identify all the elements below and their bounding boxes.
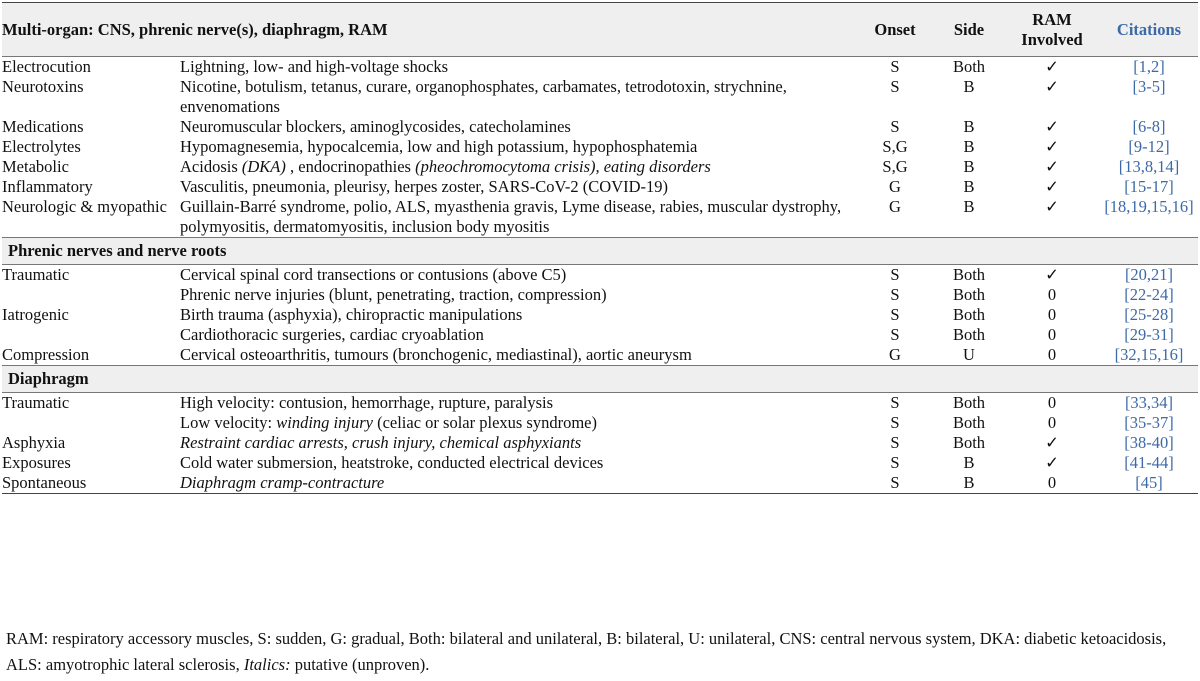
header-title: Multi-organ: CNS, phrenic nerve(s), diaphragm, RAM (2, 3, 856, 57)
onset-cell: S (890, 393, 900, 412)
ram-involved-cell: ✓ (1045, 433, 1059, 452)
description-italic-text: Restraint cardiac arrests, crush injury, chemical asphyxiants (180, 433, 582, 452)
table-row (2, 117, 1198, 137)
side-cell: Both (952, 57, 986, 76)
header-ram-involved (1004, 3, 1100, 57)
table-row (2, 393, 1198, 414)
ram-involved-cell: 0 (1047, 413, 1057, 432)
table-row (2, 177, 1198, 197)
description-cell (180, 197, 856, 238)
ram-involved-cell: 0 (1047, 345, 1057, 364)
side-cell: B (934, 473, 1004, 494)
ram-involved-cell: 0 (1047, 325, 1057, 344)
category-cell: Medications (2, 117, 84, 136)
description-text: Acidosis (180, 157, 242, 176)
onset-cell: S (856, 473, 934, 494)
category-cell: Neurotoxins (2, 77, 84, 96)
onset-cell: S (890, 265, 900, 284)
description-text: Cervical osteoarthritis, tumours (bronchogenic, mediastinal), aortic aneurysm (180, 345, 692, 364)
description-italic-text: (DKA) (241, 157, 286, 176)
side-cell: B (963, 77, 975, 96)
description-cell (180, 117, 856, 137)
category-cell: Asphyxia (2, 433, 66, 452)
header-ram-line2: Involved (1021, 29, 1083, 49)
description-italic-text: Diaphragm cramp-contracture (180, 473, 385, 492)
description-cell (180, 285, 856, 305)
category-cell: Neurologic & myopathic (2, 197, 167, 216)
category-cell: Exposures (2, 453, 71, 472)
footnote-italic-text: Italics: (243, 655, 291, 674)
onset-cell: S (890, 433, 900, 452)
onset-cell: S (890, 285, 900, 304)
citation-cell: [6-8] (1132, 117, 1166, 136)
description-italic-text: winding injury (276, 413, 373, 432)
description-cell (180, 305, 856, 325)
description-cell (180, 177, 856, 197)
description-cell (180, 157, 856, 177)
section-title: Diaphragm (2, 366, 1198, 393)
onset-cell: S (890, 325, 900, 344)
description-text: Cardiothoracic surgeries, cardiac cryoablation (180, 325, 484, 344)
table-row (2, 473, 1198, 494)
table-row (2, 197, 1198, 238)
description-cell (180, 345, 856, 366)
citation-cell: [15-17] (1124, 177, 1174, 196)
section-header-row (2, 366, 1198, 393)
citation-cell: [41-44] (1124, 453, 1174, 472)
onset-cell: S (890, 413, 900, 432)
side-cell: Both (952, 393, 986, 412)
table-row (2, 413, 1198, 433)
ram-involved-cell: 0 (1047, 285, 1057, 304)
citation-cell: [22-24] (1124, 285, 1174, 304)
category-cell: Metabolic (2, 157, 69, 176)
table-header-row (2, 3, 1198, 57)
category-cell: Electrolytes (2, 137, 81, 156)
category-cell (2, 413, 180, 433)
header-side: Side (934, 3, 1004, 57)
description-text: Nicotine, botulism, tetanus, curare, organophosphates, carbamates, tetrodotoxin, strychnine, envenomations (180, 77, 787, 116)
category-cell (2, 285, 180, 305)
category-cell: Electrocution (2, 57, 91, 76)
ram-involved-cell: 0 (1004, 473, 1100, 494)
table-row (2, 325, 1198, 345)
table-footnote (6, 626, 1196, 678)
description-cell (180, 325, 856, 345)
citation-cell: [9-12] (1128, 137, 1170, 156)
citation-cell: [33,34] (1124, 393, 1174, 412)
ram-involved-cell: ✓ (1045, 197, 1059, 216)
description-text: Low velocity: (180, 413, 277, 432)
description-cell (180, 413, 856, 433)
citation-cell: [18,19,15,16] (1104, 197, 1194, 216)
description-text: Cervical spinal cord transections or contusions (above C5) (180, 265, 567, 284)
side-cell: U (963, 345, 975, 364)
category-cell: Traumatic (2, 265, 70, 284)
section-header-row (2, 238, 1198, 265)
side-cell: B (963, 453, 975, 472)
description-text: High velocity: contusion, hemorrhage, rupture, paralysis (180, 393, 553, 412)
description-cell (180, 473, 856, 494)
ram-involved-cell: ✓ (1045, 137, 1059, 156)
citation-cell: [45] (1100, 473, 1198, 494)
description-text: Guillain-Barré syndrome, polio, ALS, myasthenia gravis, Lyme disease, rabies, muscular dystrophy, polymyositis, dermatomyositis, inclusion body myositis (180, 197, 842, 236)
ram-involved-cell: ✓ (1045, 177, 1059, 196)
onset-cell: S (890, 453, 900, 472)
citation-cell: [29-31] (1124, 325, 1174, 344)
side-cell: Both (952, 265, 986, 284)
citation-cell: [20,21] (1124, 265, 1174, 284)
ram-involved-cell: ✓ (1045, 265, 1059, 284)
description-italic-text: (pheochromocytoma crisis), eating disorders (415, 157, 711, 176)
description-cell (180, 433, 856, 453)
citation-cell: [35-37] (1124, 413, 1174, 432)
side-cell: Both (952, 433, 986, 452)
citation-cell: [25-28] (1124, 305, 1174, 324)
citation-cell: [1,2] (1133, 57, 1165, 76)
category-cell: Inflammatory (2, 177, 93, 196)
onset-cell: S,G (882, 157, 908, 176)
onset-cell: S (890, 57, 900, 76)
table-row (2, 157, 1198, 177)
table-row (2, 305, 1198, 325)
table-body (2, 57, 1198, 494)
section-title: Phrenic nerves and nerve roots (2, 238, 1198, 265)
onset-cell: G (889, 197, 901, 216)
onset-cell: G (889, 177, 901, 196)
onset-cell: S,G (882, 137, 908, 156)
ram-involved-cell: ✓ (1045, 57, 1059, 76)
header-citations: Citations (1100, 3, 1198, 57)
ram-involved-cell: ✓ (1045, 453, 1059, 472)
onset-cell: G (889, 345, 901, 364)
citation-cell: [32,15,16] (1114, 345, 1184, 364)
onset-cell: S (890, 305, 900, 324)
table-row (2, 453, 1198, 473)
ram-involved-cell: 0 (1047, 393, 1057, 412)
description-cell (180, 453, 856, 473)
table-row (2, 137, 1198, 157)
table-row (2, 345, 1198, 366)
category-cell: Iatrogenic (2, 305, 69, 324)
ram-involved-cell: 0 (1047, 305, 1057, 324)
description-text: Hypomagnesemia, hypocalcemia, low and high potassium, hypophosphatemia (180, 137, 698, 156)
description-text: Vasculitis, pneumonia, pleurisy, herpes zoster, SARS-CoV-2 (COVID-19) (180, 177, 669, 196)
side-cell: Both (952, 285, 986, 304)
description-cell (180, 393, 856, 414)
description-text: Lightning, low- and high-voltage shocks (180, 57, 449, 76)
onset-cell: S (890, 77, 900, 96)
citation-cell: [3-5] (1132, 77, 1166, 96)
description-text: Cold water submersion, heatstroke, conducted electrical devices (180, 453, 604, 472)
footnote-text: RAM: respiratory accessory muscles, S: sudden, G: gradual, Both: bilateral and unilateral, B: bilateral, U: unilateral, CNS: central nervous system, DKA: diabetic ketoacidosis, ALS: amyotrophic lateral sclerosis, (6, 629, 1167, 674)
category-cell: Spontaneous (2, 473, 180, 494)
description-text: , endocrinopathies (285, 157, 416, 176)
description-cell (180, 57, 856, 78)
table-row (2, 57, 1198, 78)
table-row (2, 433, 1198, 453)
description-text: Phrenic nerve injuries (blunt, penetrating, traction, compression) (180, 285, 607, 304)
side-cell: B (963, 137, 975, 156)
category-cell: Compression (2, 345, 90, 364)
table-row (2, 77, 1198, 117)
side-cell: Both (952, 305, 986, 324)
side-cell: B (963, 177, 975, 196)
description-cell (180, 137, 856, 157)
header-onset: Onset (856, 3, 934, 57)
side-cell: B (963, 197, 975, 216)
ram-involved-cell: ✓ (1045, 77, 1059, 96)
side-cell: B (963, 157, 975, 176)
description-text: Neuromuscular blockers, aminoglycosides, catecholamines (180, 117, 571, 136)
table-row (2, 285, 1198, 305)
ram-involved-cell: ✓ (1045, 157, 1059, 176)
description-cell (180, 265, 856, 286)
table-row (2, 265, 1198, 286)
side-cell: Both (952, 413, 986, 432)
footnote-text: putative (unproven). (290, 655, 430, 674)
description-text: Birth trauma (asphyxia), chiropractic manipulations (180, 305, 523, 324)
ram-involved-cell: ✓ (1045, 117, 1059, 136)
side-cell: B (963, 117, 975, 136)
header-ram-line1: RAM (1032, 9, 1072, 29)
category-cell (2, 325, 180, 345)
description-text: (celiac or solar plexus syndrome) (372, 413, 598, 432)
category-cell: Traumatic (2, 393, 70, 412)
description-cell (180, 77, 856, 117)
causes-table (2, 2, 1198, 494)
citation-cell: [38-40] (1124, 433, 1174, 452)
side-cell: Both (952, 325, 986, 344)
onset-cell: S (890, 117, 900, 136)
citation-cell: [13,8,14] (1118, 157, 1180, 176)
